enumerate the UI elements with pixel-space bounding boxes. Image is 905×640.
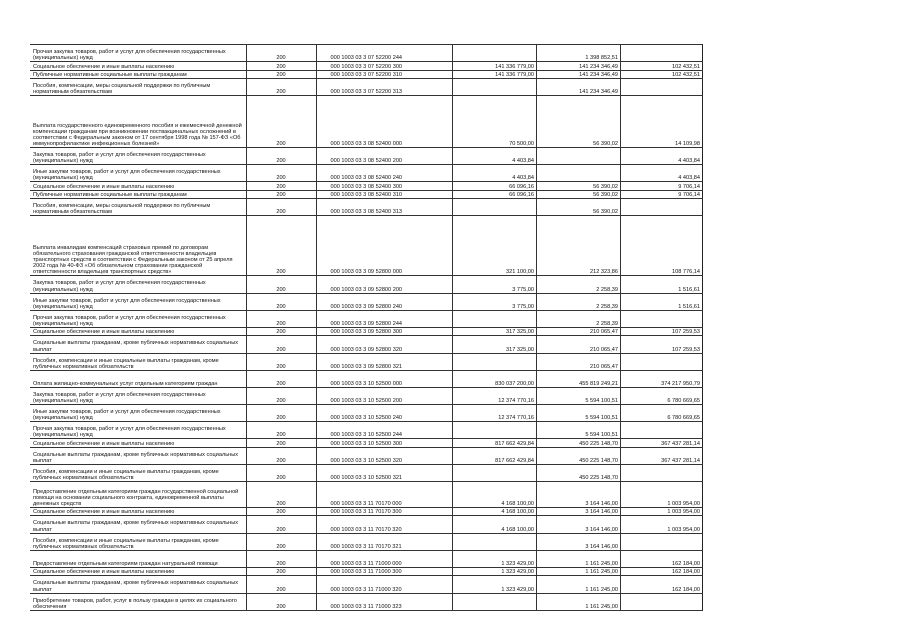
row-name xyxy=(30,439,246,448)
row-approved-amount: 4 403,84 xyxy=(452,165,536,182)
row-name xyxy=(30,62,246,71)
row-name-text: Предоставление отдельным категориям граждан государственной социальной помощи на основании социального контракта, единовременной выплаты денежных средств xyxy=(33,488,239,507)
row-name-text: Пособия, компенсации и иные социальные выплаты гражданам, кроме публичных нормативных обязательств xyxy=(33,537,219,550)
row-name xyxy=(30,447,246,464)
row-executed-amount: 2 258,39 xyxy=(536,310,620,327)
row-name xyxy=(30,293,246,310)
row-line-code: 200 xyxy=(246,387,316,404)
row-approved-amount xyxy=(452,79,536,96)
row-unexecuted-amount: 107 259,53 xyxy=(620,336,702,353)
table-row xyxy=(30,45,702,62)
table-row xyxy=(30,533,702,550)
row-executed-amount: 3 164 146,00 xyxy=(536,507,620,516)
row-executed-amount: 3 164 146,00 xyxy=(536,533,620,550)
row-approved-amount: 830 037 200,00 xyxy=(452,370,536,387)
table-row xyxy=(30,293,702,310)
table-row xyxy=(30,516,702,533)
row-line-code: 200 xyxy=(246,327,316,336)
row-unexecuted-amount: 1 516,61 xyxy=(620,276,702,293)
row-name xyxy=(30,182,246,191)
row-name xyxy=(30,576,246,593)
row-line-code: 200 xyxy=(246,370,316,387)
row-line-code: 200 xyxy=(246,62,316,71)
table-row xyxy=(30,327,702,336)
row-name-text: Социальные выплаты гражданам, кроме публичных нормативных социальных выплат xyxy=(33,340,239,353)
row-approved-amount: 4 403,84 xyxy=(452,147,536,164)
row-budget-classification-code: 000 1003 03 3 10 52500 320 xyxy=(316,447,452,464)
row-approved-amount: 817 662 429,84 xyxy=(452,439,536,448)
row-approved-amount: 317 325,00 xyxy=(452,327,536,336)
row-executed-amount: 141 234 346,49 xyxy=(536,79,620,96)
row-executed-amount: 56 390,02 xyxy=(536,182,620,191)
row-line-code: 200 xyxy=(246,96,316,147)
row-line-code: 200 xyxy=(246,439,316,448)
row-name-text: Публичные нормативные социальные выплаты гражданам xyxy=(33,72,187,79)
row-name xyxy=(30,327,246,336)
table-row xyxy=(30,447,702,464)
row-name xyxy=(30,593,246,610)
row-executed-amount: 3 164 146,00 xyxy=(536,516,620,533)
row-executed-amount: 5 594 100,51 xyxy=(536,405,620,422)
row-approved-amount: 1 323 429,00 xyxy=(452,550,536,567)
row-name-text: Социальное обеспечение и иные выплаты населению xyxy=(33,63,175,70)
row-approved-amount: 817 662 429,84 xyxy=(452,447,536,464)
row-unexecuted-amount: 102 432,51 xyxy=(620,70,702,79)
row-line-code: 200 xyxy=(246,465,316,482)
row-approved-amount: 3 775,00 xyxy=(452,293,536,310)
row-line-code: 200 xyxy=(246,353,316,370)
row-line-code: 200 xyxy=(246,550,316,567)
row-budget-classification-code: 000 1003 03 3 11 70170 300 xyxy=(316,507,452,516)
row-unexecuted-amount: 9 706,14 xyxy=(620,182,702,191)
row-name xyxy=(30,70,246,79)
row-name-text: Выплата инвалидам компенсаций страховых премий по договорам обязательного страхования гражданской ответственности владельцев транспортных средств в соответствии с Федеральным законом от 25 апреля 2002 года № 40-ФЗ «Об обязательном страховании гражданской ответственности владельцев транспортных средств» xyxy=(33,245,233,276)
row-approved-amount: 1 323 429,00 xyxy=(452,567,536,576)
row-budget-classification-code: 000 1003 03 3 07 52200 310 xyxy=(316,70,452,79)
row-executed-amount: 1 161 245,00 xyxy=(536,550,620,567)
row-name xyxy=(30,567,246,576)
row-executed-amount: 210 065,47 xyxy=(536,336,620,353)
row-unexecuted-amount: 367 437 281,14 xyxy=(620,439,702,448)
row-executed-amount: 450 225 148,70 xyxy=(536,439,620,448)
row-unexecuted-amount: 1 003 954,00 xyxy=(620,482,702,508)
row-budget-classification-code: 000 1003 03 3 07 52200 313 xyxy=(316,79,452,96)
row-name xyxy=(30,147,246,164)
row-unexecuted-amount: 1 003 954,00 xyxy=(620,516,702,533)
row-budget-classification-code: 000 1003 03 3 08 52400 240 xyxy=(316,165,452,182)
row-name xyxy=(30,276,246,293)
row-name-text: Иные закупки товаров, работ и услуг для обеспечения государственных (муниципальных) нужд xyxy=(33,168,221,182)
row-name-text: Социальное обеспечение и иные выплаты населению xyxy=(33,509,175,516)
row-budget-classification-code: 000 1003 03 3 08 52400 200 xyxy=(316,147,452,164)
row-unexecuted-amount: 6 780 669,65 xyxy=(620,387,702,404)
row-executed-amount: 3 164 146,00 xyxy=(536,482,620,508)
row-name-text: Социальные выплаты гражданам, кроме публичных нормативных социальных выплат xyxy=(33,520,239,533)
table-row xyxy=(30,567,702,576)
row-line-code: 200 xyxy=(246,216,316,276)
budget-execution-table xyxy=(30,44,703,611)
row-unexecuted-amount: 1 516,61 xyxy=(620,293,702,310)
row-name-text: Социальное обеспечение и иные выплаты населению xyxy=(33,569,175,576)
row-approved-amount: 3 775,00 xyxy=(452,276,536,293)
row-name-text: Иные закупки товаров, работ и услуг для обеспечения государственных (муниципальных) нужд xyxy=(33,408,221,422)
row-budget-classification-code: 000 1003 03 3 07 52200 244 xyxy=(316,45,452,62)
row-unexecuted-amount xyxy=(620,422,702,439)
row-name xyxy=(30,45,246,62)
row-approved-amount xyxy=(452,465,536,482)
row-budget-classification-code: 000 1003 03 3 10 52500 321 xyxy=(316,465,452,482)
row-unexecuted-amount: 1 003 954,00 xyxy=(620,507,702,516)
row-unexecuted-amount: 162 184,00 xyxy=(620,576,702,593)
row-approved-amount: 70 500,00 xyxy=(452,96,536,147)
table-row xyxy=(30,310,702,327)
row-line-code: 200 xyxy=(246,576,316,593)
row-unexecuted-amount: 367 437 281,14 xyxy=(620,447,702,464)
row-approved-amount xyxy=(452,593,536,610)
row-approved-amount xyxy=(452,533,536,550)
row-name-text: Пособия, компенсации и иные социальные выплаты гражданам, кроме публичных нормативных обязательств xyxy=(33,357,219,370)
table-row xyxy=(30,147,702,164)
row-budget-classification-code: 000 1003 03 3 10 52500 300 xyxy=(316,439,452,448)
row-budget-classification-code: 000 1003 03 3 08 52400 313 xyxy=(316,199,452,216)
row-executed-amount: 141 234 346,49 xyxy=(536,62,620,71)
row-name xyxy=(30,96,246,147)
row-approved-amount: 4 168 100,00 xyxy=(452,516,536,533)
table-row xyxy=(30,336,702,353)
row-name-text: Оплата жилищно-коммунальных услуг отдельным категориям граждан xyxy=(33,380,218,387)
row-unexecuted-amount xyxy=(620,310,702,327)
row-budget-classification-code: 000 1003 03 3 09 52800 320 xyxy=(316,336,452,353)
table-row xyxy=(30,422,702,439)
row-executed-amount: 1 161 245,00 xyxy=(536,567,620,576)
row-line-code: 200 xyxy=(246,567,316,576)
row-name-text: Пособия, компенсации, меры социальной поддержки по публичным нормативным обязательствам xyxy=(33,83,211,96)
row-line-code: 200 xyxy=(246,45,316,62)
row-approved-amount xyxy=(452,422,536,439)
row-executed-amount: 1 161 245,00 xyxy=(536,576,620,593)
row-line-code: 200 xyxy=(246,293,316,310)
row-name-text: Иные закупки товаров, работ и услуг для обеспечения государственных (муниципальных) нужд xyxy=(33,297,221,310)
row-line-code: 200 xyxy=(246,482,316,508)
row-unexecuted-amount: 9 706,14 xyxy=(620,190,702,199)
row-executed-amount: 2 258,39 xyxy=(536,276,620,293)
row-name-text: Приобретение товаров, работ, услуг в пользу граждан в целях их социального обеспечения xyxy=(33,597,237,610)
table-body xyxy=(30,45,702,611)
row-name xyxy=(30,387,246,404)
row-executed-amount: 1 161 245,00 xyxy=(536,593,620,610)
row-name-text: Закупка товаров, работ и услуг для обеспечения государственных (муниципальных) нужд xyxy=(33,151,206,164)
table-row xyxy=(30,70,702,79)
row-budget-classification-code: 000 1003 03 3 09 52800 321 xyxy=(316,353,452,370)
row-budget-classification-code: 000 1003 03 3 08 52400 310 xyxy=(316,190,452,199)
row-budget-classification-code: 000 1003 03 3 09 52800 300 xyxy=(316,327,452,336)
row-budget-classification-code: 000 1003 03 3 08 52400 000 xyxy=(316,96,452,147)
row-name xyxy=(30,79,246,96)
row-name xyxy=(30,405,246,422)
row-unexecuted-amount: 4 403,84 xyxy=(620,165,702,182)
table-row xyxy=(30,439,702,448)
row-budget-classification-code: 000 1003 03 3 11 70170 320 xyxy=(316,516,452,533)
row-executed-amount: 56 390,02 xyxy=(536,199,620,216)
row-name-text: Закупка товаров, работ и услуг для обеспечения государственных (муниципальных) нужд xyxy=(33,280,206,293)
row-executed-amount xyxy=(536,147,620,164)
row-unexecuted-amount: 374 217 950,79 xyxy=(620,370,702,387)
row-approved-amount xyxy=(452,45,536,62)
row-budget-classification-code: 000 1003 03 3 11 71000 000 xyxy=(316,550,452,567)
row-name xyxy=(30,190,246,199)
row-line-code: 200 xyxy=(246,310,316,327)
row-executed-amount: 56 390,02 xyxy=(536,190,620,199)
row-name xyxy=(30,165,246,182)
row-name xyxy=(30,533,246,550)
row-executed-amount: 5 594 100,51 xyxy=(536,422,620,439)
row-budget-classification-code: 000 1003 03 3 11 70170 000 xyxy=(316,482,452,508)
row-budget-classification-code: 000 1003 03 3 10 52500 200 xyxy=(316,387,452,404)
row-executed-amount xyxy=(536,165,620,182)
row-name-text: Социальные выплаты гражданам, кроме публичных нормативных социальных выплат xyxy=(33,451,239,464)
table-row xyxy=(30,199,702,216)
row-name-text: Социальное обеспечение и иные выплаты населению xyxy=(33,440,175,447)
row-name xyxy=(30,336,246,353)
row-name xyxy=(30,310,246,327)
row-unexecuted-amount: 162 184,00 xyxy=(620,550,702,567)
row-unexecuted-amount xyxy=(620,199,702,216)
row-approved-amount: 12 374 770,16 xyxy=(452,405,536,422)
row-executed-amount: 210 065,47 xyxy=(536,327,620,336)
row-line-code: 200 xyxy=(246,182,316,191)
row-line-code: 200 xyxy=(246,336,316,353)
row-approved-amount xyxy=(452,353,536,370)
row-name-text: Социальные выплаты гражданам, кроме публичных нормативных социальных выплат xyxy=(33,580,239,593)
row-name xyxy=(30,199,246,216)
row-budget-classification-code: 000 1003 03 3 08 52400 300 xyxy=(316,182,452,191)
row-executed-amount: 1 398 852,51 xyxy=(536,45,620,62)
row-executed-amount: 141 234 346,49 xyxy=(536,70,620,79)
row-approved-amount: 12 374 770,16 xyxy=(452,387,536,404)
row-executed-amount: 210 065,47 xyxy=(536,353,620,370)
table-row xyxy=(30,465,702,482)
row-budget-classification-code: 000 1003 03 3 11 71000 300 xyxy=(316,567,452,576)
row-approved-amount xyxy=(452,310,536,327)
row-name-text: Публичные нормативные социальные выплаты гражданам xyxy=(33,192,187,199)
row-name-text: Социальное обеспечение и иные выплаты населению xyxy=(33,329,175,336)
row-unexecuted-amount xyxy=(620,533,702,550)
row-approved-amount: 141 336 779,00 xyxy=(452,62,536,71)
row-approved-amount: 141 336 779,00 xyxy=(452,70,536,79)
row-budget-classification-code: 000 1003 03 3 10 52500 244 xyxy=(316,422,452,439)
row-budget-classification-code: 000 1003 03 3 07 52200 300 xyxy=(316,62,452,71)
row-name-text: Пособия, компенсации и иные социальные выплаты гражданам, кроме публичных нормативных обязательств xyxy=(33,468,219,482)
row-line-code: 200 xyxy=(246,507,316,516)
table-row xyxy=(30,276,702,293)
row-name xyxy=(30,482,246,508)
row-approved-amount: 1 323 429,00 xyxy=(452,576,536,593)
row-name-text: Прочая закупка товаров, работ и услуг для обеспечения государственных (муниципальных) нужд xyxy=(33,314,226,327)
table-row xyxy=(30,550,702,567)
row-budget-classification-code: 000 1003 03 3 09 52800 000 xyxy=(316,216,452,276)
row-name xyxy=(30,516,246,533)
row-budget-classification-code: 000 1003 03 3 11 71000 320 xyxy=(316,576,452,593)
row-name-text: Прочая закупка товаров, работ и услуг для обеспечения государственных (муниципальных) нужд xyxy=(33,426,226,439)
row-line-code: 200 xyxy=(246,405,316,422)
row-name xyxy=(30,422,246,439)
row-approved-amount: 4 168 100,00 xyxy=(452,482,536,508)
table-row xyxy=(30,182,702,191)
row-line-code: 200 xyxy=(246,447,316,464)
row-unexecuted-amount xyxy=(620,465,702,482)
row-name xyxy=(30,550,246,567)
row-executed-amount: 56 390,02 xyxy=(536,96,620,147)
row-approved-amount: 317 325,00 xyxy=(452,336,536,353)
table-row xyxy=(30,482,702,508)
row-unexecuted-amount xyxy=(620,353,702,370)
table-row xyxy=(30,79,702,96)
row-executed-amount: 450 225 148,70 xyxy=(536,447,620,464)
row-executed-amount: 455 819 249,21 xyxy=(536,370,620,387)
row-budget-classification-code: 000 1003 03 3 10 52500 000 xyxy=(316,370,452,387)
row-name xyxy=(30,465,246,482)
row-line-code: 200 xyxy=(246,79,316,96)
row-executed-amount: 5 594 100,51 xyxy=(536,387,620,404)
row-line-code: 200 xyxy=(246,165,316,182)
row-unexecuted-amount xyxy=(620,79,702,96)
row-line-code: 200 xyxy=(246,199,316,216)
row-name-text: Закупка товаров, работ и услуг для обеспечения государственных (муниципальных) нужд xyxy=(33,391,206,404)
row-line-code: 200 xyxy=(246,422,316,439)
row-budget-classification-code: 000 1003 03 3 09 52800 244 xyxy=(316,310,452,327)
row-line-code: 200 xyxy=(246,516,316,533)
row-name xyxy=(30,370,246,387)
row-budget-classification-code: 000 1003 03 3 09 52800 200 xyxy=(316,276,452,293)
row-executed-amount: 450 225 148,70 xyxy=(536,465,620,482)
table-row xyxy=(30,165,702,182)
row-line-code: 200 xyxy=(246,276,316,293)
table-row xyxy=(30,62,702,71)
row-approved-amount: 66 096,16 xyxy=(452,190,536,199)
row-executed-amount: 212 323,86 xyxy=(536,216,620,276)
row-name-text: Предоставление отдельным категориям граждан натуральной помощи xyxy=(33,560,218,567)
row-name-text: Прочая закупка товаров, работ и услуг для обеспечения государственных (муниципальных) нужд xyxy=(33,48,226,62)
row-name xyxy=(30,507,246,516)
row-line-code: 200 xyxy=(246,147,316,164)
table-row xyxy=(30,507,702,516)
table-row xyxy=(30,216,702,276)
table-row xyxy=(30,405,702,422)
row-unexecuted-amount: 14 109,98 xyxy=(620,96,702,147)
row-name-text: Выплата государственного единовременного пособия и ежемесячной денежной компенсации гражданам при возникновении поствакцинальных осложнений в соответствии с Федеральным законом от 17 сентября 1998 года № 157-ФЗ «Об иммунопрофилактике инфекционных болезней» xyxy=(33,122,242,147)
row-line-code: 200 xyxy=(246,593,316,610)
row-line-code: 200 xyxy=(246,70,316,79)
row-budget-classification-code: 000 1003 03 3 10 52500 240 xyxy=(316,405,452,422)
table-row xyxy=(30,387,702,404)
row-line-code: 200 xyxy=(246,190,316,199)
row-approved-amount: 4 168 100,00 xyxy=(452,507,536,516)
row-name-text: Пособия, компенсации, меры социальной поддержки по публичным нормативным обязательствам xyxy=(33,203,211,216)
row-unexecuted-amount: 108 776,14 xyxy=(620,216,702,276)
table-row xyxy=(30,190,702,199)
row-unexecuted-amount xyxy=(620,593,702,610)
row-unexecuted-amount: 4 403,84 xyxy=(620,147,702,164)
row-budget-classification-code: 000 1003 03 3 09 52800 240 xyxy=(316,293,452,310)
row-unexecuted-amount: 102 432,51 xyxy=(620,62,702,71)
table-row xyxy=(30,576,702,593)
row-unexecuted-amount: 162 184,00 xyxy=(620,567,702,576)
row-line-code: 200 xyxy=(246,533,316,550)
table-row xyxy=(30,96,702,147)
row-unexecuted-amount: 6 780 669,65 xyxy=(620,405,702,422)
row-approved-amount: 66 096,16 xyxy=(452,182,536,191)
table-row xyxy=(30,593,702,610)
row-name-text: Социальное обеспечение и иные выплаты населению xyxy=(33,183,175,190)
row-executed-amount: 2 258,39 xyxy=(536,293,620,310)
row-unexecuted-amount: 107 259,53 xyxy=(620,327,702,336)
row-budget-classification-code: 000 1003 03 3 11 71000 323 xyxy=(316,593,452,610)
row-unexecuted-amount xyxy=(620,45,702,62)
table-row xyxy=(30,353,702,370)
table-row xyxy=(30,370,702,387)
row-name xyxy=(30,353,246,370)
row-approved-amount: 321 100,00 xyxy=(452,216,536,276)
row-budget-classification-code: 000 1003 03 3 11 70170 321 xyxy=(316,533,452,550)
row-name xyxy=(30,216,246,276)
row-approved-amount xyxy=(452,199,536,216)
